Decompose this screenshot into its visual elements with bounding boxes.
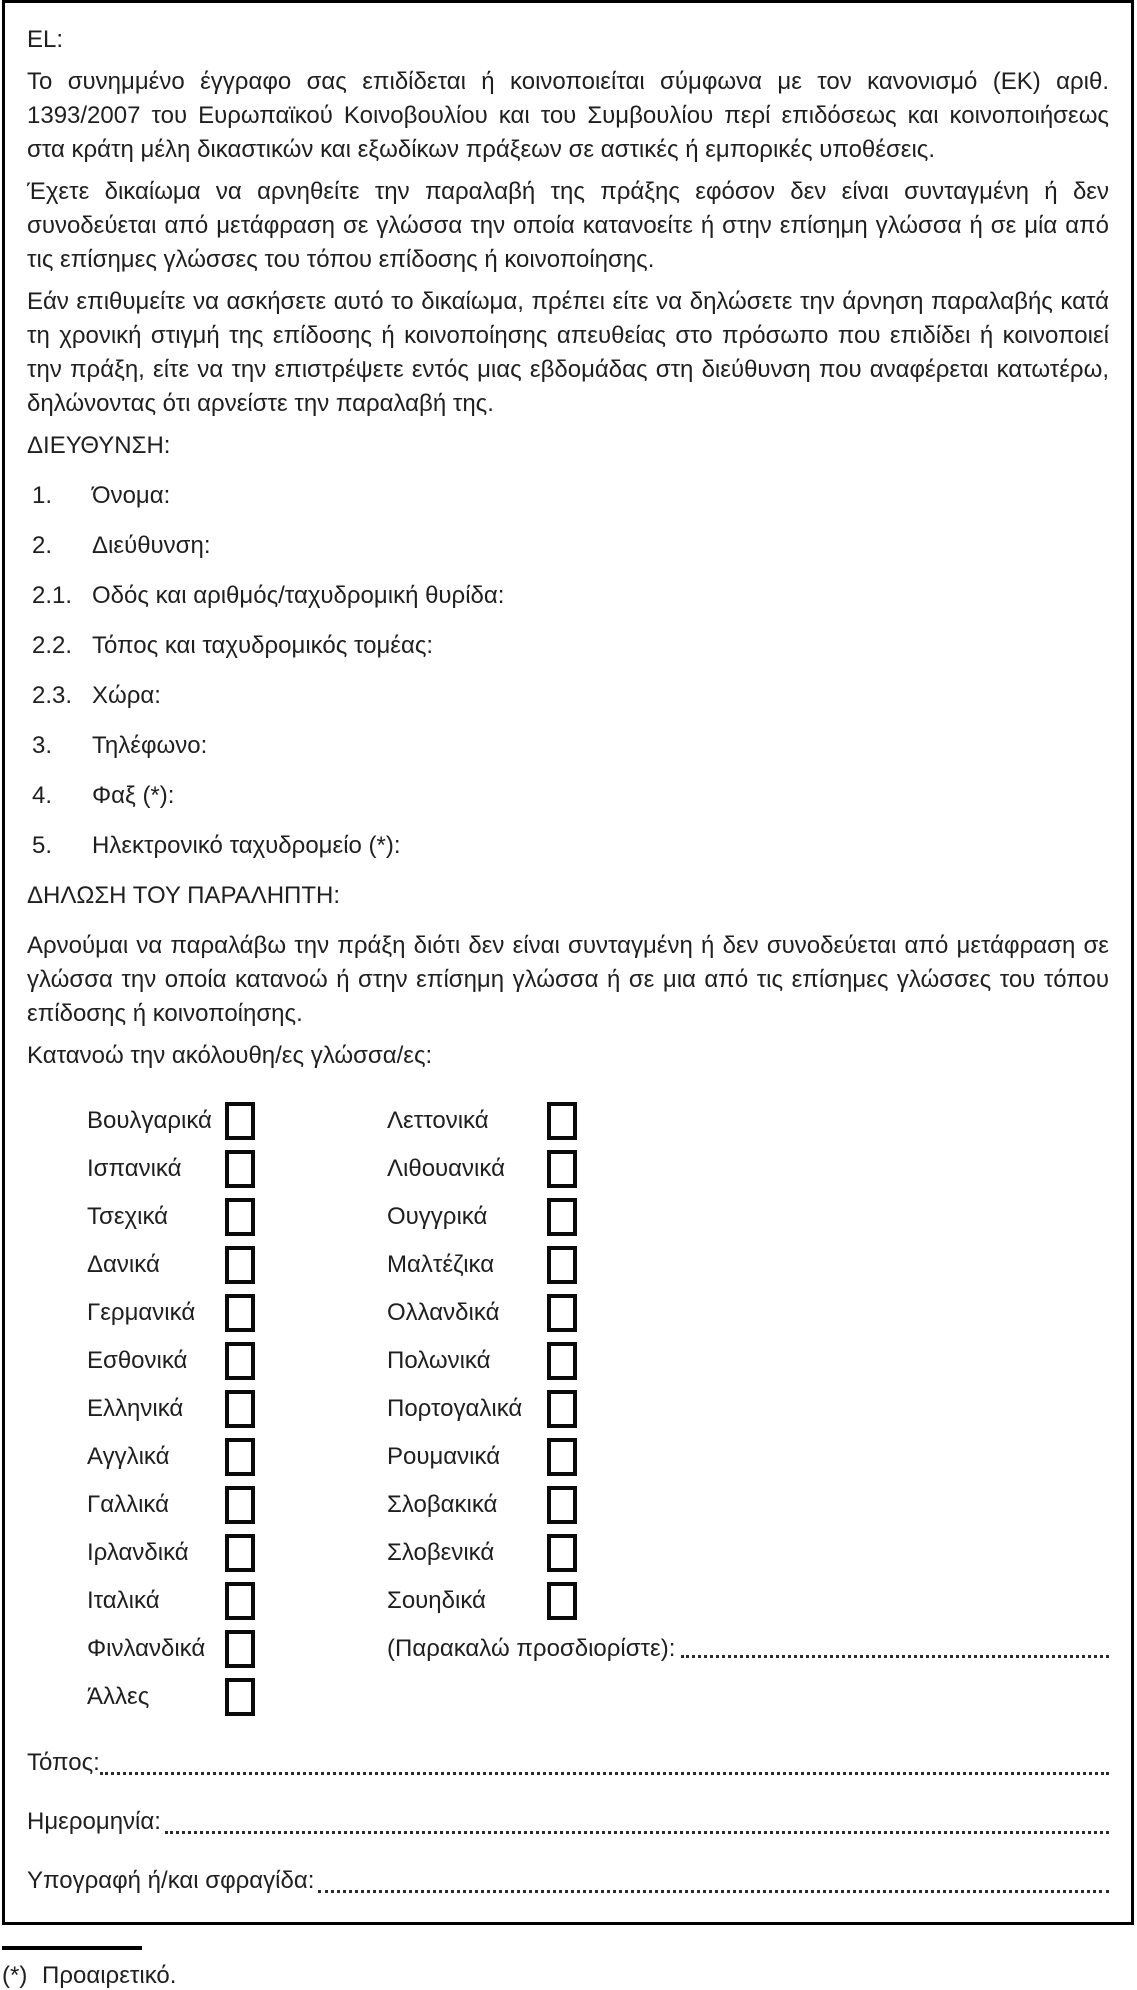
address-list [27,479,1109,863]
date-field-line[interactable] [165,1831,1109,1834]
place-field-label: Τόπος: [27,1749,100,1776]
specify-label: (Παρακαλώ προσδιορίστε): [387,1635,676,1662]
signature-field-line[interactable] [318,1890,1109,1893]
address-item-number: 5. [32,832,53,859]
language-checkbox-german[interactable] [225,1294,255,1332]
refusal-right-paragraph: Έχετε δικαίωμα να αρνηθείτε την παραλαβή της πράξης εφόσον δεν είναι συνταγμένη ή δεν συνοδεύεται από μετάφραση σε γλώσσα την οποία κατανοείτε ή στην επίσημη γλώσσα ή σε μία από τις επίσημες γλώσσες του τόπου επίδοσης ή κοινοποίησης. [27,178,1109,273]
language-label: Ολλανδικά [387,1299,500,1326]
address-item-label: Τόπος και ταχυδρομικός τομέας: [92,632,434,659]
language-checkbox-dutch[interactable] [547,1294,577,1332]
address-item-label: Όνομα: [92,482,171,509]
language-checklist [87,1097,1109,1721]
language-checkbox-italian[interactable] [225,1582,255,1620]
footnote [2,1962,176,1990]
address-item-number: 2.2. [32,632,73,659]
language-checkbox-slovak[interactable] [547,1486,577,1524]
language-label: Γερμανικά [87,1299,196,1326]
address-item-name [27,479,1109,513]
language-label: Σλοβενικά [387,1539,495,1566]
signature-field [27,1867,1109,1926]
language-checkbox-greek[interactable] [225,1390,255,1428]
address-item-country [27,679,1109,713]
language-label: Ρουμανικά [387,1443,501,1470]
language-label: Πορτογαλικά [387,1395,523,1422]
language-checkbox-bulgarian[interactable] [225,1102,255,1140]
language-label: Λιθουανικά [387,1155,505,1182]
language-row-other [87,1673,1109,1721]
signature-field-label: Υπογραφή ή/και σφραγίδα: [27,1867,315,1894]
place-field [27,1749,1109,1808]
form-box [2,0,1134,1925]
date-field [27,1808,1109,1867]
language-checkbox-estonian[interactable] [225,1342,255,1380]
language-row [87,1097,1109,1145]
language-label: Άλλες [87,1683,150,1710]
language-row-specify [87,1625,1109,1673]
language-checkbox-czech[interactable] [225,1198,255,1236]
language-label: Ιταλικά [87,1587,160,1614]
language-checkbox-portuguese[interactable] [547,1390,577,1428]
language-checkbox-maltese[interactable] [547,1246,577,1284]
address-item-number: 4. [32,782,53,809]
address-item-number: 2.1. [32,582,73,609]
language-row [87,1385,1109,1433]
specify-dotted-line[interactable] [681,1655,1109,1658]
language-checkbox-finnish[interactable] [225,1630,255,1668]
address-item-telephone [27,729,1109,763]
address-heading: ΔΙΕΥΘΥΝΣΗ: [27,432,171,459]
language-code-label: EL: [27,26,64,53]
language-checkbox-french[interactable] [225,1486,255,1524]
language-row [87,1289,1109,1337]
address-item-address [27,529,1109,563]
language-checkbox-romanian[interactable] [547,1438,577,1476]
declaration-heading: ΔΗΛΩΣΗ ΤΟΥ ΠΑΡΑΛΗΠΤΗ: [27,882,341,909]
language-checkbox-other[interactable] [225,1678,255,1716]
language-label: Φινλανδικά [87,1635,206,1662]
address-item-number: 1. [32,482,53,509]
language-label: Δανικά [87,1251,160,1278]
language-label: Βουλγαρικά [87,1107,212,1134]
language-label: Ιρλανδικά [87,1539,189,1566]
specify-cell [387,1635,1109,1663]
language-checkbox-lithuanian[interactable] [547,1150,577,1188]
address-item-label: Ηλεκτρονικό ταχυδρομείο (*): [92,832,401,859]
language-label: Μαλτέζικα [387,1251,495,1278]
footer-fields [27,1749,1109,1926]
place-field-line[interactable] [100,1772,1109,1775]
language-label: Σλοβακικά [387,1491,498,1518]
language-checkbox-irish[interactable] [225,1534,255,1572]
language-checkbox-latvian[interactable] [547,1102,577,1140]
language-row [87,1577,1109,1625]
address-item-street [27,579,1109,613]
language-label: Εσθονικά [87,1347,188,1374]
language-label: Σουηδικά [387,1587,486,1614]
language-row [87,1241,1109,1289]
address-item-place [27,629,1109,663]
footnote-marker: (*) [2,1962,28,1989]
address-item-label: Οδός και αριθμός/ταχυδρομική θυρίδα: [92,582,505,609]
language-checkbox-slovenian[interactable] [547,1534,577,1572]
language-label: Αγγλικά [87,1443,170,1470]
language-checkbox-spanish[interactable] [225,1150,255,1188]
language-label: Ελληνικά [87,1395,184,1422]
footnote-text: Προαιρετικό. [42,1962,177,1989]
language-label: Ισπανικά [87,1155,182,1182]
footnote-rule [2,1946,142,1950]
language-row [87,1481,1109,1529]
language-checkbox-english[interactable] [225,1438,255,1476]
address-item-label: Χώρα: [92,682,161,709]
language-row [87,1145,1109,1193]
language-row [87,1529,1109,1577]
address-item-number: 2. [32,532,53,559]
language-checkbox-swedish[interactable] [547,1582,577,1620]
language-label: Λεττονικά [387,1107,489,1134]
refusal-procedure-paragraph: Εάν επιθυμείτε να ασκήσετε αυτό το δικαίωμα, πρέπει είτε να δηλώσετε την άρνηση παραλαβής κατά τη χρονική στιγμή της επίδοσης ή κοινοποίησης απευθείας στο πρόσωπο που επιδίδει ή κοινοποιεί την πράξη, είτε να την επιστρέψετε εντός μιας εβδομάδας στη διεύθυνση που αναφέρεται κατωτέρω, δηλώνοντας ότι αρνείστε την παραλαβή της. [27,288,1109,417]
language-checkbox-polish[interactable] [547,1342,577,1380]
language-row [87,1337,1109,1385]
language-checkbox-hungarian[interactable] [547,1198,577,1236]
language-label: Ουγγρικά [387,1203,488,1230]
address-item-label: Τηλέφωνο: [92,732,208,759]
language-label: Γαλλικά [87,1491,170,1518]
address-item-email [27,829,1109,863]
language-label: Πολωνικά [387,1347,491,1374]
language-checkbox-danish[interactable] [225,1246,255,1284]
language-row [87,1433,1109,1481]
languages-prompt: Κατανοώ την ακόλουθη/ες γλώσσα/ες: [27,1042,433,1069]
address-item-label: Φαξ (*): [92,782,175,809]
address-item-number: 3. [32,732,53,759]
language-label: Τσεχικά [87,1203,169,1230]
language-row [87,1193,1109,1241]
declaration-paragraph: Αρνούμαι να παραλάβω την πράξη διότι δεν είναι συνταγμένη ή δεν συνοδεύεται από μετάφραση σε γλώσσα την οποία κατανοώ ή στην επίσημη γλώσσα ή σε μια από τις επίσημες γλώσσες του τόπου επίδοσης ή κοινοποίησης. [27,932,1109,1027]
date-field-label: Ημερομηνία: [27,1808,161,1835]
address-item-label: Διεύθυνση: [92,532,211,559]
address-item-fax [27,779,1109,813]
address-item-number: 2.3. [32,682,73,709]
intro-paragraph: Το συνημμένο έγγραφο σας επιδίδεται ή κοινοποιείται σύμφωνα με τον κανονισμό (ΕΚ) αριθ. 1393/2007 του Ευρωπαϊκού Κοινοβουλίου και του Συμβουλίου περί επιδόσεως και κοινοποιήσεως στα κράτη μέλη δικαστικών και εξωδίκων πράξεων σε αστικές ή εμπορικές υποθέσεις. [27,68,1109,163]
